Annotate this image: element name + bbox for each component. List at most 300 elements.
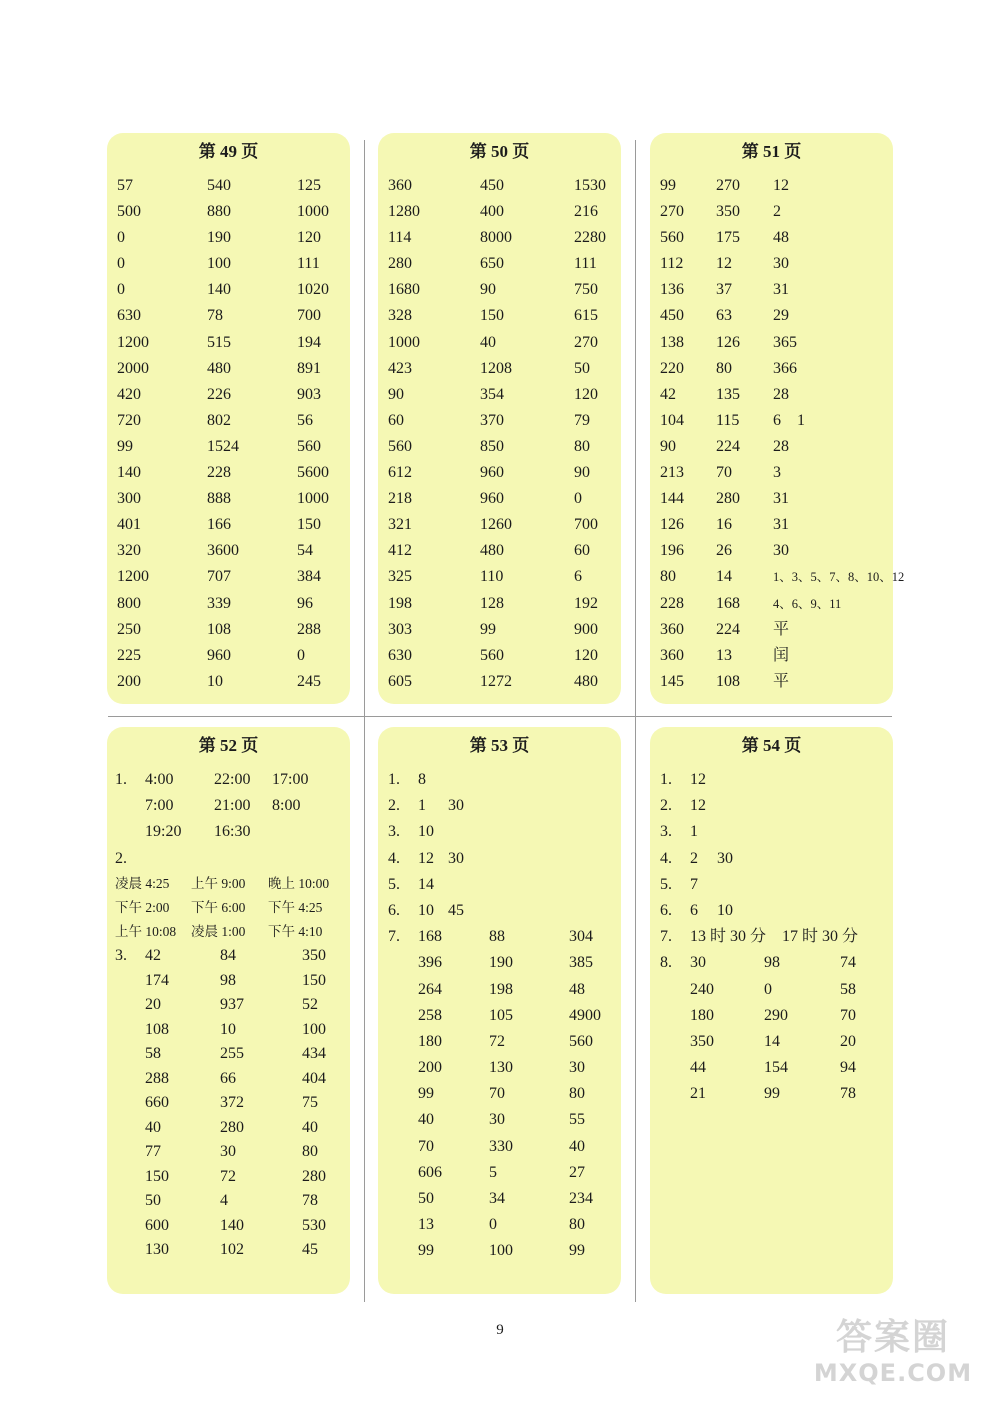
answer-cell: 10	[717, 901, 733, 919]
answer-cell: 145	[660, 672, 684, 690]
answer-cell: 560	[480, 646, 504, 664]
answer-cell: 70	[489, 1085, 505, 1103]
answer-row	[388, 1238, 615, 1264]
answer-cell: 213	[660, 464, 684, 482]
answer-cell: 79	[574, 411, 590, 429]
answer-cell: 321	[388, 516, 412, 534]
answer-row	[660, 1081, 887, 1107]
answer-cell: 80	[569, 1216, 585, 1234]
answer-cell: 75	[302, 1094, 318, 1112]
answer-cell: 17:00	[272, 771, 309, 788]
answer-cell: 264	[418, 980, 442, 998]
answer-row	[388, 1160, 615, 1186]
answer-cell: 10	[418, 823, 434, 841]
answer-cell: 891	[297, 359, 321, 377]
answer-cell: 108	[716, 672, 740, 690]
answer-cell: 60	[574, 542, 590, 560]
answer-cell: 130	[145, 1241, 169, 1259]
answer-cell: 288	[297, 620, 321, 638]
answer-cell: 365	[773, 333, 797, 351]
answer-cell: 630	[388, 646, 412, 664]
answer-cell: 500	[117, 203, 141, 221]
answer-cell: 44	[690, 1059, 706, 1077]
answer-cell: 30	[569, 1059, 585, 1077]
answer-cell: 104	[660, 411, 684, 429]
answer-cell: 515	[207, 333, 231, 351]
answer-row	[660, 330, 887, 356]
answer-cell: 20	[145, 996, 161, 1014]
answer-row	[115, 793, 344, 819]
answer-cell: 63	[716, 307, 732, 325]
answer-cell: 30	[773, 255, 789, 273]
answer-cell: 175	[716, 229, 740, 247]
answer-row	[388, 512, 615, 538]
answer-cell: 140	[220, 1216, 244, 1234]
answer-cell: 280	[220, 1118, 244, 1136]
answer-cell: 1524	[207, 437, 239, 455]
answer-grid	[388, 173, 615, 695]
answer-row	[660, 591, 887, 617]
answer-cell: 80	[574, 437, 590, 455]
answer-row	[388, 538, 615, 564]
question-number: 6.	[660, 901, 672, 919]
answer-cell: 1200	[117, 568, 149, 586]
answer-cell: 150	[145, 1167, 169, 1185]
answer-row	[388, 872, 615, 898]
answer-cell: 13 时 30 分 17 时 30 分	[690, 928, 859, 946]
answer-cell: 1208	[480, 359, 512, 377]
answer-row	[388, 950, 615, 976]
answer-cell: 29	[773, 307, 789, 325]
answer-cell: 560	[297, 437, 321, 455]
page-number: 9	[496, 1322, 504, 1338]
card-title: 第 49 页	[198, 142, 259, 161]
answer-cell: 128	[480, 594, 504, 612]
answer-cell: 135	[716, 385, 740, 403]
answer-cell: 612	[388, 464, 412, 482]
answer-cell: 304	[569, 928, 593, 946]
question-number: 3.	[115, 947, 127, 965]
card-page-51	[650, 133, 905, 704]
answer-row	[388, 1055, 615, 1081]
answer-cell: 40	[145, 1118, 161, 1136]
answer-cell: 650	[480, 255, 504, 273]
answer-cell: 168	[418, 928, 442, 946]
answer-row	[117, 591, 344, 617]
answer-cell: 10	[207, 672, 223, 690]
answer-row	[388, 330, 615, 356]
answer-cell: 240	[690, 980, 714, 998]
answer-row	[117, 251, 344, 277]
answer-row	[115, 993, 344, 1018]
answer-row	[115, 1091, 344, 1116]
answer-cell: 108	[145, 1020, 169, 1038]
answer-grid	[660, 173, 905, 695]
answer-cell: 平	[773, 672, 790, 690]
answer-cell: 120	[574, 646, 598, 664]
answer-row	[388, 382, 615, 408]
answer-cell: 88	[489, 928, 505, 946]
answer-row	[660, 950, 887, 976]
answer-cell: 180	[690, 1006, 714, 1024]
answer-cell: 396	[418, 954, 442, 972]
answer-cell: 224	[716, 437, 740, 455]
answer-cell: 74	[840, 954, 856, 972]
divider-horizontal	[108, 716, 892, 717]
answer-row	[388, 977, 615, 1003]
answer-row	[115, 872, 344, 896]
question-number: 1.	[115, 771, 127, 788]
answer-cell: 540	[207, 177, 231, 194]
card-title: 第 54 页	[741, 736, 802, 755]
answer-cell: 560	[660, 229, 684, 247]
answer-cell: 190	[207, 229, 231, 247]
answer-cell: 100	[489, 1242, 513, 1260]
answer-row	[115, 1214, 344, 1239]
card-page-54	[650, 727, 893, 1294]
answer-cell: 360	[660, 620, 684, 638]
answer-cell: 30	[220, 1143, 236, 1161]
answer-row	[117, 434, 344, 460]
answer-row	[388, 173, 615, 199]
answer-cell: 102	[220, 1241, 244, 1259]
answer-row	[388, 1003, 615, 1029]
card-title: 第 52 页	[198, 736, 259, 755]
answer-cell: 600	[145, 1216, 169, 1234]
answer-row	[117, 225, 344, 251]
answer-row	[660, 898, 887, 924]
answer-row	[388, 1107, 615, 1133]
answer-cell: 150	[302, 971, 326, 989]
answer-cell: 110	[480, 568, 504, 586]
answer-cell: 78	[840, 1085, 856, 1103]
answer-cell: 27	[569, 1163, 585, 1181]
answer-cell: 216	[574, 203, 598, 221]
watermark-url: MXQE.COM	[813, 1359, 973, 1387]
answer-cell: 2000	[117, 359, 149, 377]
answer-cell: 180	[418, 1032, 442, 1050]
answer-cell: 300	[117, 490, 141, 508]
answer-cell: 77	[145, 1143, 161, 1161]
answer-row	[660, 977, 887, 1003]
answer-cell: 12	[716, 255, 732, 273]
answer-cell: 7	[690, 875, 698, 893]
answer-cell: 200	[418, 1059, 442, 1077]
answer-row	[660, 277, 887, 303]
question-number: 3.	[660, 823, 672, 841]
answer-cell: 423	[388, 359, 412, 377]
answer-row	[388, 356, 615, 382]
answer-row	[115, 1189, 344, 1214]
answer-cell: 80	[302, 1143, 318, 1161]
question-number: 4.	[388, 849, 400, 867]
answer-cell: 136	[660, 281, 684, 299]
answer-cell: 48	[773, 229, 789, 247]
answer-row	[115, 896, 344, 920]
answer-cell: 72	[220, 1167, 236, 1185]
answer-cell: 228	[207, 464, 231, 482]
answer-cell: 2	[690, 849, 698, 867]
answer-cell: 58	[840, 980, 856, 998]
answer-cell: 30	[717, 849, 733, 867]
answer-row	[660, 251, 887, 277]
answer-row	[117, 564, 344, 590]
answer-grid	[115, 767, 344, 1263]
answer-cell: 4、6、9、11	[773, 596, 842, 611]
answer-cell: 605	[388, 672, 412, 690]
answer-row	[117, 460, 344, 486]
answer-cell: 480	[207, 359, 231, 377]
answer-cell: 14	[418, 875, 434, 893]
answer-row	[660, 617, 887, 643]
answer-cell: 50	[145, 1192, 161, 1210]
answer-row	[660, 793, 887, 819]
answer-cell: 404	[302, 1069, 326, 1087]
answer-cell: 30	[489, 1111, 505, 1129]
question-number: 6.	[388, 901, 400, 919]
answer-row	[115, 944, 344, 969]
answer-row	[117, 382, 344, 408]
answer-row	[115, 920, 344, 944]
answer-cell: 150	[297, 516, 321, 534]
answer-row	[117, 538, 344, 564]
answer-cell: 12	[418, 849, 434, 867]
answer-cell: 360	[388, 177, 412, 194]
answer-row	[388, 793, 615, 819]
answer-cell: 111	[574, 255, 597, 273]
answer-cell: 111	[297, 255, 320, 273]
answer-cell: 800	[117, 594, 141, 612]
answer-cell: 99	[418, 1242, 434, 1260]
answer-cell: 245	[297, 672, 321, 690]
card-page-53	[378, 727, 621, 1294]
answer-row	[660, 643, 887, 669]
answer-row	[388, 924, 615, 950]
answer-cell: 30	[690, 954, 706, 972]
answer-cell: 960	[480, 464, 504, 482]
answer-grid	[388, 767, 615, 1265]
answer-cell: 14	[716, 568, 732, 586]
question-number: 5.	[660, 875, 672, 893]
answer-cell: 615	[574, 307, 598, 325]
answer-row	[660, 460, 887, 486]
card-title: 第 50 页	[469, 142, 530, 161]
answer-row	[660, 846, 887, 872]
card-title: 第 53 页	[469, 736, 530, 755]
answer-cell: 303	[388, 620, 412, 638]
answer-cell: 480	[480, 542, 504, 560]
answer-row	[388, 1212, 615, 1238]
answer-cell: 412	[388, 542, 412, 560]
answer-cell: 2	[773, 203, 781, 221]
answer-cell: 560	[569, 1032, 593, 1050]
answer-cell: 16	[716, 516, 732, 534]
answer-cell: 99	[569, 1242, 585, 1260]
answer-row	[388, 819, 615, 845]
answer-cell: 凌晨 1:00	[191, 924, 246, 940]
answer-cell: 880	[207, 203, 231, 221]
answer-cell: 225	[117, 646, 141, 664]
answer-cell: 196	[660, 542, 684, 560]
answer-row	[660, 564, 905, 590]
answer-cell: 120	[297, 229, 321, 247]
answer-cell: 5	[489, 1163, 497, 1181]
answer-cell: 58	[145, 1045, 161, 1063]
answer-cell: 70	[716, 464, 732, 482]
answer-grid	[117, 173, 344, 695]
answer-cell: 888	[207, 490, 231, 508]
answer-cell: 140	[117, 464, 141, 482]
answer-cell: 100	[302, 1020, 326, 1038]
answer-cell: 72	[489, 1032, 505, 1050]
answer-row	[660, 669, 887, 695]
answer-row	[388, 251, 615, 277]
answer-cell: 12	[690, 797, 706, 815]
answer-row	[117, 199, 344, 225]
answer-cell: 220	[660, 359, 684, 377]
answer-cell: 31	[773, 516, 789, 534]
answer-row	[388, 277, 615, 303]
answer-cell: 94	[840, 1059, 856, 1077]
answer-row	[115, 1238, 344, 1263]
answer-cell: 224	[716, 620, 740, 638]
answer-cell: 30	[773, 542, 789, 560]
answer-row	[115, 767, 344, 793]
answer-cell: 晚上 10:00	[268, 875, 330, 891]
answer-cell: 100	[207, 255, 231, 273]
answer-row	[388, 408, 615, 434]
question-number: 5.	[388, 875, 400, 893]
answer-row	[660, 1055, 887, 1081]
answer-row	[660, 819, 887, 845]
answer-cell: 194	[297, 333, 321, 351]
answer-row	[115, 1116, 344, 1141]
answer-cell: 1020	[297, 281, 329, 299]
answer-cell: 115	[716, 411, 740, 429]
answer-cell: 3600	[207, 542, 239, 560]
answer-cell: 1	[690, 823, 698, 841]
answer-row	[388, 643, 615, 669]
answer-cell: 2280	[574, 229, 606, 247]
answer-cell: 450	[660, 307, 684, 325]
answer-cell: 366	[773, 359, 797, 377]
question-number: 8.	[660, 954, 672, 972]
answer-cell: 420	[117, 385, 141, 403]
answer-cell: 84	[220, 947, 236, 965]
answer-cell: 200	[117, 672, 141, 690]
answer-cell: 1280	[388, 203, 420, 221]
answer-cell: 99	[418, 1085, 434, 1103]
card-page-52	[107, 727, 350, 1294]
answer-cell: 114	[388, 229, 412, 247]
answer-row	[117, 303, 344, 329]
answer-cell: 0	[764, 980, 772, 998]
answer-cell: 99	[117, 437, 133, 455]
answer-cell: 78	[302, 1192, 318, 1210]
answer-cell: 28	[773, 385, 789, 403]
answer-cell: 12	[690, 771, 706, 788]
answer-cell: 99	[660, 177, 676, 194]
answer-row	[660, 924, 887, 950]
answer-cell: 700	[574, 516, 598, 534]
answer-cell: 325	[388, 568, 412, 586]
answer-row	[660, 408, 887, 434]
answer-cell: 1	[418, 797, 426, 815]
answer-row	[117, 277, 344, 303]
answer-cell: 1、3、5、7、8、10、12	[773, 570, 905, 585]
answer-cell: 250	[117, 620, 141, 638]
answer-cell: 0	[117, 229, 125, 247]
answer-cell: 6	[574, 568, 582, 586]
answer-cell: 960	[480, 490, 504, 508]
answer-cell: 530	[302, 1216, 326, 1234]
answer-row	[660, 512, 887, 538]
answer-cell: 10	[418, 901, 434, 919]
answer-cell: 98	[220, 971, 236, 989]
answer-row	[388, 767, 615, 793]
answer-cell: 13	[716, 646, 732, 664]
answer-cell: 下午 2:00	[115, 899, 170, 915]
question-number: 1.	[660, 771, 672, 788]
answer-cell: 96	[297, 594, 313, 612]
answer-cell: 4900	[569, 1006, 601, 1024]
answer-cell: 7:00	[145, 797, 174, 815]
answer-cell: 280	[716, 490, 740, 508]
answer-cell: 45	[302, 1241, 318, 1259]
answer-row	[660, 225, 887, 251]
answer-cell: 850	[480, 437, 504, 455]
answer-row	[388, 303, 615, 329]
answer-cell: 190	[489, 954, 513, 972]
answer-cell: 154	[764, 1059, 788, 1077]
answer-cell: 上午 9:00	[191, 875, 246, 891]
answer-cell: 45	[448, 901, 464, 919]
answer-cell: 750	[574, 281, 598, 299]
answer-cell: 328	[388, 307, 412, 325]
answer-cell: 1530	[574, 177, 606, 194]
answer-row	[117, 617, 344, 643]
answer-cell: 56	[297, 411, 313, 429]
answer-row	[660, 356, 887, 382]
answer-cell: 288	[145, 1069, 169, 1087]
question-number: 7.	[388, 928, 400, 946]
answer-row	[660, 1029, 887, 1055]
question-number: 2.	[115, 849, 127, 867]
answer-row	[388, 486, 615, 512]
answer-cell: 150	[480, 307, 504, 325]
answer-row	[388, 591, 615, 617]
answer-cell: 360	[660, 646, 684, 664]
answer-cell: 900	[574, 620, 598, 638]
answer-cell: 372	[220, 1094, 244, 1112]
answer-cell: 8	[418, 771, 426, 788]
answer-cell: 14	[764, 1032, 780, 1050]
answer-cell: 707	[207, 568, 231, 586]
answer-row	[117, 669, 344, 695]
answer-cell: 下午 6:00	[191, 899, 246, 915]
answer-cell: 平	[773, 620, 790, 638]
answer-row	[115, 1042, 344, 1067]
answer-row	[660, 1003, 887, 1029]
answer-cell: 339	[207, 594, 231, 612]
answer-cell: 270	[716, 177, 740, 194]
answer-cell: 802	[207, 411, 231, 429]
answer-grid	[660, 767, 887, 1107]
answer-cell: 120	[574, 385, 598, 403]
answer-cell: 12	[773, 177, 789, 194]
answer-cell: 700	[297, 307, 321, 325]
answer-cell: 下午 4:10	[268, 924, 323, 940]
